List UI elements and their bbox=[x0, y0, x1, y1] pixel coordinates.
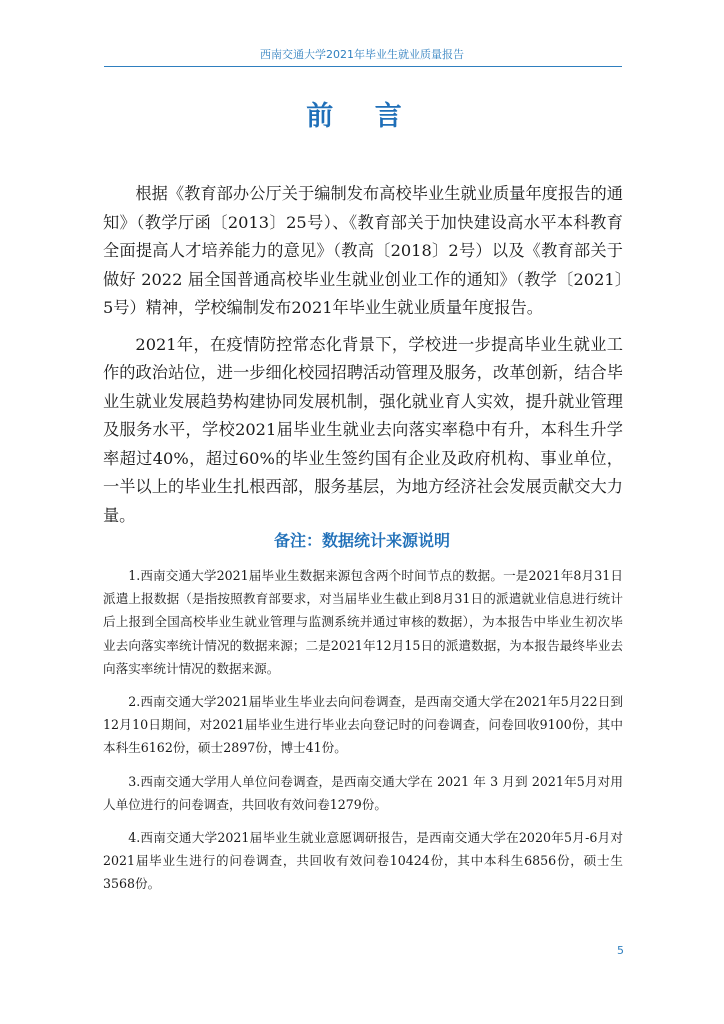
notes-section bbox=[103, 564, 623, 906]
page-number: 5 bbox=[617, 944, 624, 957]
intro-paragraph: 根据《教育部办公厅关于编制发布高校毕业生就业质量年度报告的通知》（教学厅函〔2013〕25号）、《教育部关于加快建设高水平本科教育全面提高人才培养能力的意见》（教高〔2018〕2号）以及《教育部关于做好 2022 届全国普通高校毕业生就业创业工作的通知》（教学〔2021〕5号）精神，学校编制发布2021年毕业生就业质量年度报告。 bbox=[103, 184, 623, 317]
note-item: 1.西南交通大学2021届毕业生数据来源包含两个时间节点的数据。一是2021年8月31日派遣上报数据（是指按照教育部要求，对当届毕业生截止到8月31日的派遣就业信息进行统计后上报到全国高校毕业生就业管理与监测系统并通过审核的数据），为本报告中毕业生初次毕业去向落实率统计情况的数据来源；二是2021年12月15日的派遣数据，为本报告最终毕业去向落实率统计情况的数据来源。 bbox=[103, 568, 623, 676]
note-item: 4.西南交通大学2021届毕业生就业意愿调研报告，是西南交通大学在2020年5月-6月对2021届毕业生进行的问卷调查，共回收有效问卷10424份，其中本科生6856份，硕士生3568份。 bbox=[103, 830, 623, 892]
header-divider bbox=[104, 66, 622, 67]
note-item: 3.西南交通大学用人单位问卷调查，是西南交通大学在 2021 年 3 月到 2021年5月对用人单位进行的问卷调查，共回收有效问卷1279份。 bbox=[103, 773, 623, 812]
running-header: 西南交通大学2021年毕业生就业质量报告 bbox=[260, 48, 464, 61]
intro-paragraph: 2021年，在疫情防控常态化背景下，学校进一步提高毕业生就业工作的政治站位，进一步细化校园招聘活动管理及服务，改革创新，结合毕业生就业发展趋势构建协同发展机制，强化就业育人实效，提升就业管理及服务水平，学校2021届毕业生就业去向落实率稳中有升，本科生升学率超过40%，超过60%的毕业生签约国有企业及政府机构、事业单位，一半以上的毕业生扎根西部，服务基层，为地方经济社会发展贡献交大力量。 bbox=[103, 334, 623, 525]
notes-heading: 备注：数据统计来源说明 bbox=[273, 531, 450, 550]
note-item: 2.西南交通大学2021届毕业生毕业去向问卷调查，是西南交通大学在2021年5月22日到12月10日期间，对2021届毕业生进行毕业去向登记时的问卷调查，问卷回收9100份，其中本科生6162份，硕士2897份，博士41份。 bbox=[103, 694, 623, 756]
intro-section bbox=[103, 180, 623, 538]
page-title: 前 言 bbox=[306, 101, 418, 132]
